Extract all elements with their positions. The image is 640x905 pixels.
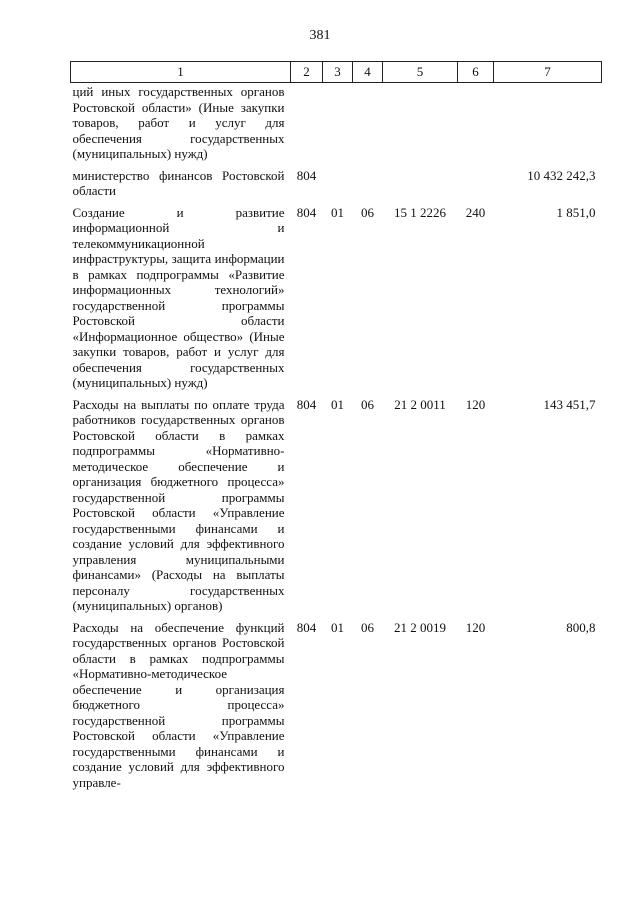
row-col-5 <box>383 168 458 205</box>
row-col-3: 01 <box>331 396 344 412</box>
row-col-6: 120 <box>465 619 486 635</box>
row-col-3 <box>323 83 353 168</box>
header-row <box>71 62 602 83</box>
row-description: Расходы на выплаты по оплате труда работников государственных органов Ростовской области в рамках подпрограммы «Нормативно-методическое обеспечение и организация бюджетного процесса» государственной программы Ростовской области «Управление государственными финансами и создание условий для эффективного управления муниципальными финансами» (Расходы на выплаты персоналу государственных (муниципальных) органов) <box>72 396 285 613</box>
header-col-2: 2 <box>291 62 323 83</box>
row-col-4: 06 <box>361 204 374 220</box>
row-col-2: 804 <box>296 396 317 412</box>
header-col-1: 1 <box>71 62 291 83</box>
row-col-3 <box>323 168 353 205</box>
row-amount: 800,8 <box>566 619 596 635</box>
header-col-5: 5 <box>383 62 458 83</box>
table-row <box>71 83 602 168</box>
row-col-4 <box>353 168 383 205</box>
row-amount: 1 851,0 <box>556 204 596 220</box>
row-description: Расходы на обеспечение функций государственных органов Ростовской области в рамках подпрограммы «Нормативно-методическое обеспечение и организация бюджетного процесса» государственной программы Ростовской области «Управление государственными финансами и создание условий для эффективного управле- <box>72 619 285 790</box>
row-col-2: 804 <box>296 167 317 183</box>
row-amount: 10 432 242,3 <box>527 167 596 183</box>
row-col-5: 21 2 0011 <box>394 396 446 412</box>
row-description: Создание и развитие информационной и телекоммуникационной инфраструктуры, защита информации в рамках подпрограммы «Развитие информационных технологий» государственной программы Ростовской области «Информационное общество» (Иные закупки товаров, работ и услуг для обеспечения государственных (муниципальных) нужд) <box>72 204 285 390</box>
row-amount: 143 451,7 <box>543 396 596 412</box>
header-col-3: 3 <box>323 62 353 83</box>
row-col-5 <box>383 83 458 168</box>
row-col-4 <box>353 83 383 168</box>
row-col-3: 01 <box>331 619 344 635</box>
row-col-6 <box>458 168 494 205</box>
budget-table <box>70 61 602 796</box>
row-col-4: 06 <box>361 396 374 412</box>
row-col-5: 15 1 2226 <box>394 204 446 220</box>
row-description: ций иных государственных органов Ростовской области» (Иные закупки товаров, работ и услуг для обеспечения государственных (муниципальных) нужд) <box>72 84 285 161</box>
header-col-6: 6 <box>458 62 494 83</box>
header-col-4: 4 <box>353 62 383 83</box>
row-col-2: 804 <box>296 204 317 220</box>
table-row <box>71 397 602 620</box>
row-col-6: 120 <box>465 396 486 412</box>
table-row <box>71 205 602 397</box>
table-body <box>71 83 602 797</box>
row-col-4: 06 <box>361 619 374 635</box>
table-row <box>71 620 602 797</box>
row-description: министерство финансов Ростовской области <box>72 167 285 198</box>
table-header <box>71 62 602 83</box>
row-amount <box>494 83 602 168</box>
header-col-7: 7 <box>494 62 602 83</box>
row-col-2: 804 <box>296 619 317 635</box>
row-col-6: 240 <box>465 204 486 220</box>
table-row <box>71 168 602 205</box>
page-number: 381 <box>309 28 331 43</box>
row-col-6 <box>458 83 494 168</box>
row-col-3: 01 <box>331 204 344 220</box>
row-col-5: 21 2 0019 <box>394 619 446 635</box>
row-col-2 <box>291 83 323 168</box>
